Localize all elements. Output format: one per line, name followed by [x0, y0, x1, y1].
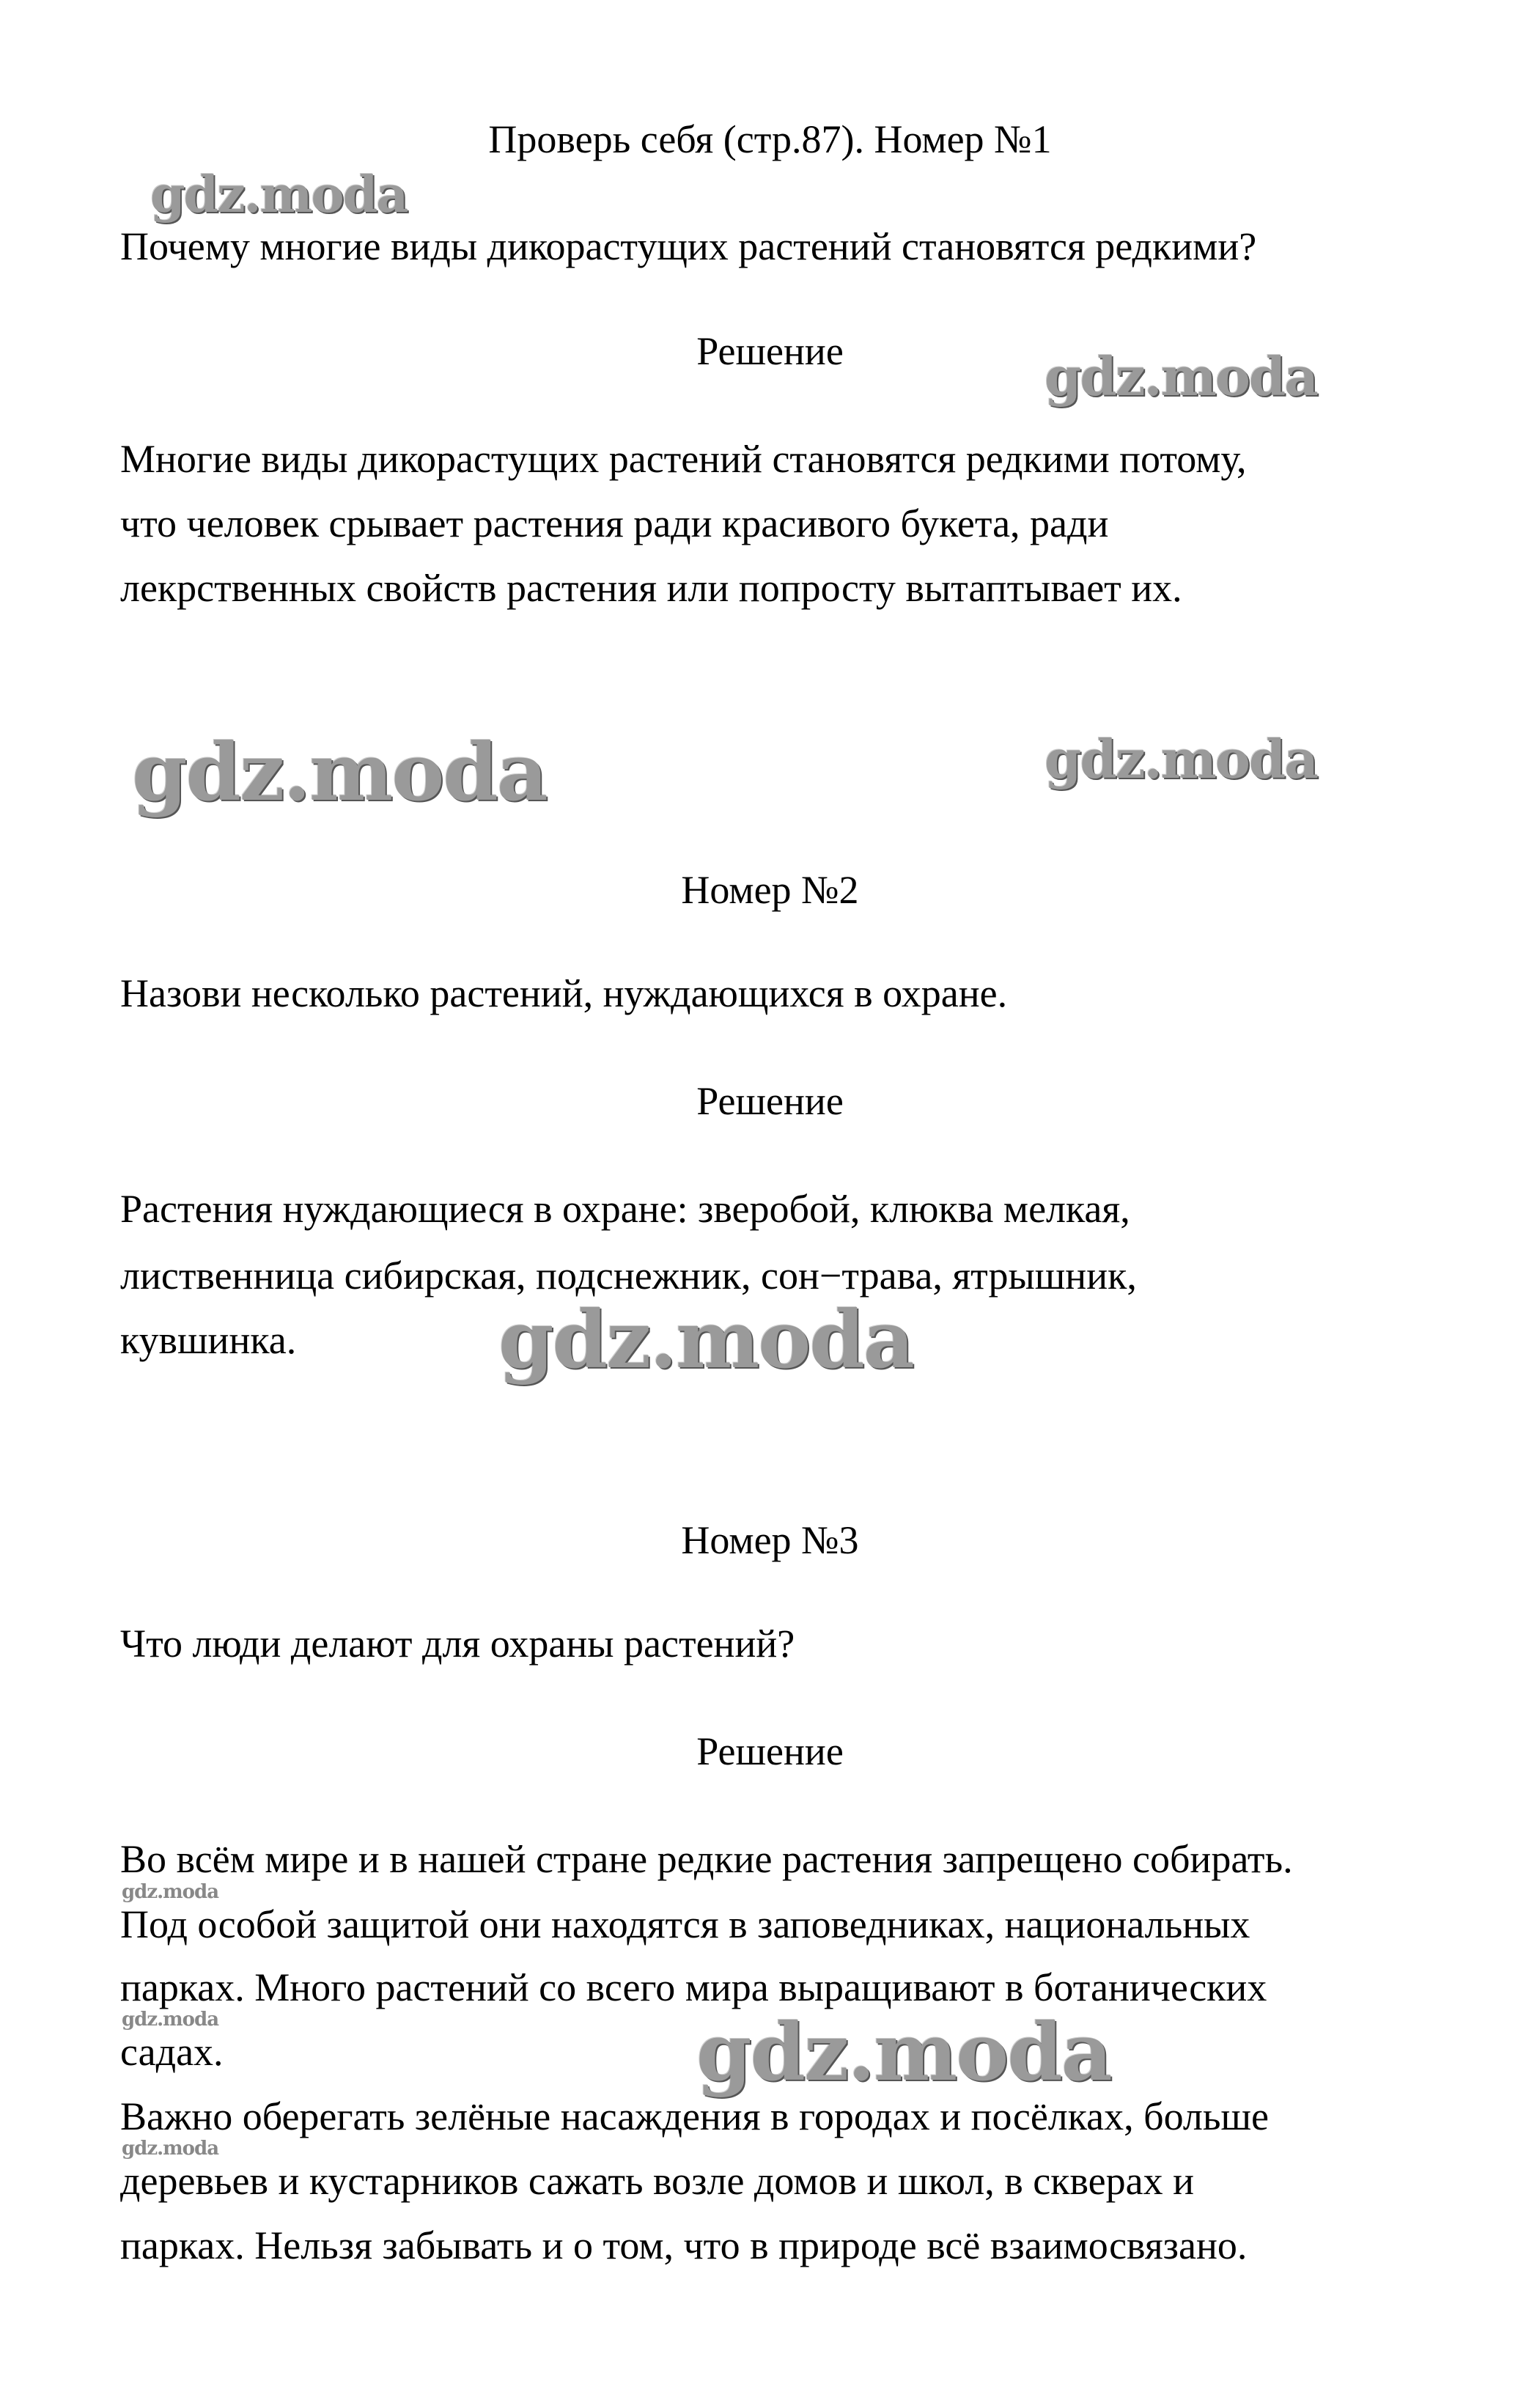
task-2-header: Номер №2	[681, 868, 859, 912]
watermark: gdz.moda	[1045, 345, 1317, 408]
task-3-answer-line: Важно оберегать зелёные насаждения в городах и посёлках, больше	[120, 2094, 1270, 2138]
task-1-answer-line: лекрственных свойств растения или попросту вытаптывает их.	[120, 566, 1182, 610]
task-2-solution-label: Решение	[696, 1079, 844, 1123]
task-2-answer-line: кувшинка.	[120, 1318, 297, 1362]
task-3-question: Что люди делают для охраны растений?	[120, 1622, 795, 1666]
task-1-answer-line: Многие виды дикорастущих растений становятся редкими потому,	[120, 437, 1247, 481]
task-3-answer-line: Под особой защитой они находятся в заповедниках, национальных	[120, 1902, 1250, 1946]
watermark: gdz.moda	[122, 2138, 219, 2160]
task-2-answer-line: лиственница сибирская, подснежник, сон−трава, ятрышник,	[120, 1254, 1137, 1298]
task-3-header: Номер №3	[681, 1518, 859, 1562]
task-2-answer-line: Растения нуждающиеся в охране: зверобой, клюква мелкая,	[120, 1187, 1130, 1231]
task-3-answer-line: парках. Нельзя забывать и о том, что в природе всё взаимосвязано.	[120, 2223, 1248, 2267]
watermark: gdz.moda	[150, 166, 408, 224]
watermark: gdz.moda	[122, 2009, 219, 2031]
task-3-answer-line: садах.	[120, 2030, 224, 2074]
watermark: gdz.moda	[122, 1881, 219, 1903]
task-1-answer-line: что человек срывает растения ради красивого букета, ради	[120, 501, 1109, 545]
task-1-header: Проверь себя (стр.87). Номер №1	[488, 117, 1052, 161]
watermark: gdz.moda	[1045, 728, 1317, 790]
task-3-answer-line: Во всём мире и в нашей стране редкие растения запрещено собирать.	[120, 1837, 1293, 1881]
task-3-answer-line: деревьев и кустарников сажать возле домов и школ, в скверах и	[120, 2159, 1194, 2203]
task-1-question: Почему многие виды дикорастущих растений становятся редкими?	[120, 224, 1257, 268]
task-3-solution-label: Решение	[696, 1729, 844, 1773]
task-2-question: Назови несколько растений, нуждающихся в охране.	[120, 971, 1008, 1015]
watermark: gdz.moda	[132, 726, 547, 819]
task-3-answer-line: парках. Много растений со всего мира выращивают в ботанических	[120, 1965, 1267, 2009]
task-1-solution-label: Решение	[696, 329, 844, 373]
watermark: gdz.moda	[498, 1294, 913, 1386]
watermark: gdz.moda	[696, 2006, 1111, 2099]
